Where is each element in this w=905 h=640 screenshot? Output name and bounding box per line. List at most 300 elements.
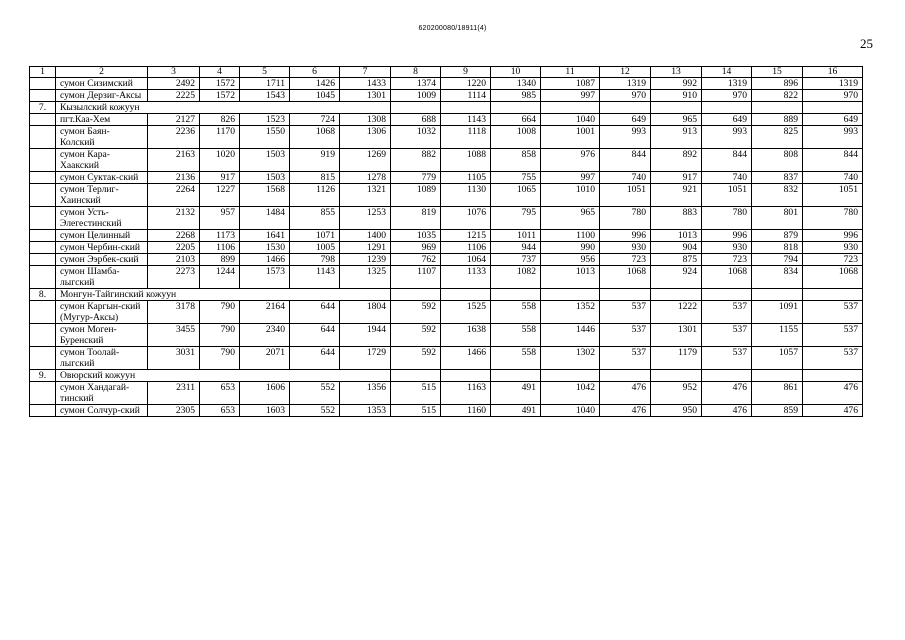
value-cell: 1606: [240, 382, 290, 405]
header-row: [30, 67, 863, 78]
page-number: 25: [860, 36, 873, 51]
value-cell: 476: [600, 405, 651, 417]
section-title: Кызылский кожуун: [56, 102, 391, 114]
value-cell: 1466: [240, 254, 290, 266]
value-cell: 1051: [702, 184, 752, 207]
settlement-name: сумон Каргын-ский (Мугур-Аксы): [56, 301, 148, 324]
value-cell: 476: [600, 382, 651, 405]
value-cell: 779: [391, 172, 441, 184]
value-cell: 1155: [752, 324, 803, 347]
value-cell: 552: [290, 382, 340, 405]
value-cell: 834: [752, 266, 803, 289]
empty-cell: [651, 102, 702, 114]
value-cell: 808: [752, 149, 803, 172]
value-cell: 1089: [391, 184, 441, 207]
value-cell: 1068: [290, 126, 340, 149]
section-number: 7.: [30, 102, 56, 114]
value-cell: 1088: [441, 149, 491, 172]
column-header: 7: [340, 67, 391, 78]
value-cell: 1106: [200, 242, 240, 254]
table-body: [30, 78, 863, 417]
value-cell: 985: [491, 90, 541, 102]
row-index: [30, 382, 56, 405]
value-cell: 2273: [148, 266, 200, 289]
value-cell: 2225: [148, 90, 200, 102]
value-cell: 476: [702, 382, 752, 405]
row-index: [30, 184, 56, 207]
value-cell: 844: [803, 149, 863, 172]
value-cell: 858: [491, 149, 541, 172]
settlement-name: сумон Чербин-ский: [56, 242, 148, 254]
value-cell: 879: [752, 230, 803, 242]
value-cell: 1944: [340, 324, 391, 347]
value-cell: 1042: [541, 382, 600, 405]
value-cell: 1009: [391, 90, 441, 102]
row-index: [30, 172, 56, 184]
empty-cell: [441, 370, 491, 382]
empty-cell: [752, 370, 803, 382]
value-cell: 1319: [803, 78, 863, 90]
value-cell: 996: [702, 230, 752, 242]
settlement-name: сумон Целинный: [56, 230, 148, 242]
value-cell: 537: [803, 324, 863, 347]
row-index: [30, 324, 56, 347]
value-cell: 1291: [340, 242, 391, 254]
value-cell: 819: [391, 207, 441, 230]
value-cell: 1035: [391, 230, 441, 242]
value-cell: 2163: [148, 149, 200, 172]
row-index: [30, 207, 56, 230]
table-row: [30, 207, 863, 230]
value-cell: 644: [290, 324, 340, 347]
row-index: [30, 78, 56, 90]
value-cell: 1179: [651, 347, 702, 370]
value-cell: 1114: [441, 90, 491, 102]
value-cell: 592: [391, 324, 441, 347]
value-cell: 2164: [240, 301, 290, 324]
value-cell: 790: [200, 301, 240, 324]
value-cell: 997: [541, 90, 600, 102]
value-cell: 883: [651, 207, 702, 230]
value-cell: 688: [391, 114, 441, 126]
column-header: 4: [200, 67, 240, 78]
value-cell: 476: [702, 405, 752, 417]
value-cell: 724: [290, 114, 340, 126]
value-cell: 1352: [541, 301, 600, 324]
value-cell: 1143: [290, 266, 340, 289]
value-cell: 996: [803, 230, 863, 242]
value-cell: 1087: [541, 78, 600, 90]
value-cell: 780: [600, 207, 651, 230]
value-cell: 801: [752, 207, 803, 230]
value-cell: 996: [600, 230, 651, 242]
value-cell: 2492: [148, 78, 200, 90]
value-cell: 896: [752, 78, 803, 90]
value-cell: 2236: [148, 126, 200, 149]
value-cell: 3455: [148, 324, 200, 347]
settlement-name: сумон Суктак-ский: [56, 172, 148, 184]
value-cell: 2305: [148, 405, 200, 417]
value-cell: 1523: [240, 114, 290, 126]
value-cell: 825: [752, 126, 803, 149]
settlement-name: сумон Ээрбек-ский: [56, 254, 148, 266]
table-row: [30, 78, 863, 90]
value-cell: 910: [651, 90, 702, 102]
column-header: 5: [240, 67, 290, 78]
value-cell: 1105: [441, 172, 491, 184]
value-cell: 1239: [340, 254, 391, 266]
table-row: [30, 114, 863, 126]
value-cell: 491: [491, 382, 541, 405]
value-cell: 1130: [441, 184, 491, 207]
value-cell: 1071: [290, 230, 340, 242]
value-cell: 537: [600, 347, 651, 370]
value-cell: 1011: [491, 230, 541, 242]
settlement-name: пгт.Каа-Хем: [56, 114, 148, 126]
empty-cell: [491, 289, 541, 301]
column-header: 12: [600, 67, 651, 78]
settlement-name: сумон Шамба-лыгский: [56, 266, 148, 289]
value-cell: 965: [651, 114, 702, 126]
row-index: [30, 126, 56, 149]
value-cell: 1568: [240, 184, 290, 207]
value-cell: 822: [752, 90, 803, 102]
section-number: 8.: [30, 289, 56, 301]
settlement-name: сумон Сизимский: [56, 78, 148, 90]
value-cell: 537: [803, 301, 863, 324]
value-cell: 992: [651, 78, 702, 90]
value-cell: 1353: [340, 405, 391, 417]
column-header: 6: [290, 67, 340, 78]
value-cell: 1325: [340, 266, 391, 289]
value-cell: 644: [290, 347, 340, 370]
value-cell: 1641: [240, 230, 290, 242]
value-cell: 1301: [651, 324, 702, 347]
value-cell: 1729: [340, 347, 391, 370]
value-cell: 2127: [148, 114, 200, 126]
value-cell: 1804: [340, 301, 391, 324]
value-cell: 1160: [441, 405, 491, 417]
value-cell: 592: [391, 347, 441, 370]
empty-cell: [491, 102, 541, 114]
value-cell: 790: [200, 324, 240, 347]
row-index: [30, 254, 56, 266]
value-cell: 1302: [541, 347, 600, 370]
value-cell: 780: [803, 207, 863, 230]
value-cell: 917: [651, 172, 702, 184]
value-cell: 740: [600, 172, 651, 184]
value-cell: 1057: [752, 347, 803, 370]
value-cell: 970: [803, 90, 863, 102]
value-cell: 1051: [600, 184, 651, 207]
value-cell: 1572: [200, 78, 240, 90]
value-cell: 1065: [491, 184, 541, 207]
value-cell: 649: [702, 114, 752, 126]
table-row: [30, 301, 863, 324]
value-cell: 997: [541, 172, 600, 184]
value-cell: 1340: [491, 78, 541, 90]
value-cell: 649: [803, 114, 863, 126]
value-cell: 1013: [651, 230, 702, 242]
value-cell: 1503: [240, 172, 290, 184]
value-cell: 1319: [702, 78, 752, 90]
row-index: [30, 114, 56, 126]
value-cell: 3178: [148, 301, 200, 324]
value-cell: 1143: [441, 114, 491, 126]
value-cell: 832: [752, 184, 803, 207]
settlement-name: сумон Тоолай-лыгский: [56, 347, 148, 370]
value-cell: 558: [491, 301, 541, 324]
value-cell: 875: [651, 254, 702, 266]
value-cell: 1227: [200, 184, 240, 207]
empty-cell: [391, 102, 441, 114]
value-cell: 899: [200, 254, 240, 266]
value-cell: 1572: [200, 90, 240, 102]
table-header: [30, 67, 863, 78]
value-cell: 2132: [148, 207, 200, 230]
value-cell: 644: [290, 301, 340, 324]
value-cell: 1550: [240, 126, 290, 149]
value-cell: 1170: [200, 126, 240, 149]
value-cell: 1306: [340, 126, 391, 149]
value-cell: 1400: [340, 230, 391, 242]
settlement-name: сумон Терлиг-Хаинский: [56, 184, 148, 207]
value-cell: 1269: [340, 149, 391, 172]
value-cell: 1173: [200, 230, 240, 242]
column-header: 9: [441, 67, 491, 78]
section-row: [30, 370, 863, 382]
value-cell: 1005: [290, 242, 340, 254]
value-cell: 1530: [240, 242, 290, 254]
empty-cell: [441, 289, 491, 301]
empty-cell: [600, 289, 651, 301]
value-cell: 1466: [441, 347, 491, 370]
value-cell: 1244: [200, 266, 240, 289]
value-cell: 2264: [148, 184, 200, 207]
value-cell: 826: [200, 114, 240, 126]
empty-cell: [752, 289, 803, 301]
empty-cell: [803, 102, 863, 114]
value-cell: 930: [600, 242, 651, 254]
column-header: 10: [491, 67, 541, 78]
value-cell: 653: [200, 382, 240, 405]
empty-cell: [391, 370, 441, 382]
value-cell: 993: [803, 126, 863, 149]
value-cell: 1068: [600, 266, 651, 289]
value-cell: 476: [803, 405, 863, 417]
empty-cell: [600, 102, 651, 114]
row-index: [30, 230, 56, 242]
row-index: [30, 405, 56, 417]
value-cell: 1638: [441, 324, 491, 347]
value-cell: 970: [702, 90, 752, 102]
value-cell: 795: [491, 207, 541, 230]
value-cell: 1222: [651, 301, 702, 324]
value-cell: 1543: [240, 90, 290, 102]
value-cell: 515: [391, 382, 441, 405]
value-cell: 1001: [541, 126, 600, 149]
value-cell: 944: [491, 242, 541, 254]
value-cell: 976: [541, 149, 600, 172]
value-cell: 919: [290, 149, 340, 172]
value-cell: 558: [491, 347, 541, 370]
table-row: [30, 149, 863, 172]
table-row: [30, 254, 863, 266]
value-cell: 1068: [803, 266, 863, 289]
value-cell: 1503: [240, 149, 290, 172]
table-row: [30, 382, 863, 405]
value-cell: 837: [752, 172, 803, 184]
row-index: [30, 90, 56, 102]
column-header: 3: [148, 67, 200, 78]
value-cell: 924: [651, 266, 702, 289]
section-row: [30, 102, 863, 114]
section-row: [30, 289, 863, 301]
value-cell: 537: [803, 347, 863, 370]
value-cell: 1010: [541, 184, 600, 207]
value-cell: 1319: [600, 78, 651, 90]
value-cell: 957: [200, 207, 240, 230]
value-cell: 653: [200, 405, 240, 417]
value-cell: 476: [803, 382, 863, 405]
value-cell: 1446: [541, 324, 600, 347]
value-cell: 859: [752, 405, 803, 417]
value-cell: 1091: [752, 301, 803, 324]
table-row: [30, 184, 863, 207]
table-row: [30, 90, 863, 102]
value-cell: 537: [702, 324, 752, 347]
value-cell: 1068: [702, 266, 752, 289]
value-cell: 844: [702, 149, 752, 172]
value-cell: 882: [391, 149, 441, 172]
value-cell: 993: [702, 126, 752, 149]
column-header: 1: [30, 67, 56, 78]
value-cell: 537: [702, 301, 752, 324]
value-cell: 592: [391, 301, 441, 324]
value-cell: 515: [391, 405, 441, 417]
empty-cell: [600, 370, 651, 382]
value-cell: 558: [491, 324, 541, 347]
empty-cell: [752, 102, 803, 114]
value-cell: 965: [541, 207, 600, 230]
value-cell: 1100: [541, 230, 600, 242]
value-cell: 1484: [240, 207, 290, 230]
value-cell: 1013: [541, 266, 600, 289]
settlement-name: сумон Кара-Хаакский: [56, 149, 148, 172]
value-cell: 1433: [340, 78, 391, 90]
value-cell: 921: [651, 184, 702, 207]
column-header: 13: [651, 67, 702, 78]
value-cell: 892: [651, 149, 702, 172]
value-cell: 552: [290, 405, 340, 417]
value-cell: 1215: [441, 230, 491, 242]
value-cell: 740: [803, 172, 863, 184]
value-cell: 2205: [148, 242, 200, 254]
value-cell: 1040: [541, 405, 600, 417]
value-cell: 1603: [240, 405, 290, 417]
value-cell: 790: [200, 347, 240, 370]
value-cell: 1253: [340, 207, 391, 230]
table-row: [30, 324, 863, 347]
empty-cell: [702, 102, 752, 114]
settlement-name: сумон Дерзиг-Аксы: [56, 90, 148, 102]
value-cell: 762: [391, 254, 441, 266]
value-cell: 649: [600, 114, 651, 126]
value-cell: 2136: [148, 172, 200, 184]
value-cell: 1040: [541, 114, 600, 126]
value-cell: 723: [600, 254, 651, 266]
value-cell: 1573: [240, 266, 290, 289]
empty-cell: [541, 102, 600, 114]
table-row: [30, 266, 863, 289]
value-cell: 1107: [391, 266, 441, 289]
value-cell: 1126: [290, 184, 340, 207]
value-cell: 952: [651, 382, 702, 405]
value-cell: 913: [651, 126, 702, 149]
settlement-name: сумон Хандагай-тинский: [56, 382, 148, 405]
row-index: [30, 242, 56, 254]
value-cell: 737: [491, 254, 541, 266]
empty-cell: [702, 370, 752, 382]
value-cell: 1076: [441, 207, 491, 230]
value-cell: 1008: [491, 126, 541, 149]
table-row: [30, 126, 863, 149]
empty-cell: [651, 289, 702, 301]
value-cell: 1426: [290, 78, 340, 90]
value-cell: 861: [752, 382, 803, 405]
document-id: 620200080/18911(4): [418, 25, 487, 32]
value-cell: 818: [752, 242, 803, 254]
settlement-name: сумон Моген-Буренский: [56, 324, 148, 347]
value-cell: 664: [491, 114, 541, 126]
value-cell: 917: [200, 172, 240, 184]
value-cell: 740: [702, 172, 752, 184]
value-cell: 1051: [803, 184, 863, 207]
value-cell: 993: [600, 126, 651, 149]
value-cell: 930: [803, 242, 863, 254]
value-cell: 1308: [340, 114, 391, 126]
value-cell: 537: [600, 324, 651, 347]
column-header: 2: [56, 67, 148, 78]
settlement-name: сумон Солчур-ский: [56, 405, 148, 417]
empty-cell: [803, 289, 863, 301]
value-cell: 930: [702, 242, 752, 254]
value-cell: 1711: [240, 78, 290, 90]
value-cell: 1082: [491, 266, 541, 289]
value-cell: 1163: [441, 382, 491, 405]
section-title: Овюрский кожуун: [56, 370, 391, 382]
settlement-name: сумон Баян-Колский: [56, 126, 148, 149]
value-cell: 780: [702, 207, 752, 230]
value-cell: 970: [600, 90, 651, 102]
value-cell: 990: [541, 242, 600, 254]
value-cell: 956: [541, 254, 600, 266]
value-cell: 794: [752, 254, 803, 266]
data-table: [29, 66, 863, 417]
value-cell: 2103: [148, 254, 200, 266]
value-cell: 815: [290, 172, 340, 184]
value-cell: 537: [702, 347, 752, 370]
value-cell: 1374: [391, 78, 441, 90]
value-cell: 1032: [391, 126, 441, 149]
row-index: [30, 149, 56, 172]
empty-cell: [702, 289, 752, 301]
value-cell: 1064: [441, 254, 491, 266]
row-index: [30, 266, 56, 289]
table-row: [30, 405, 863, 417]
value-cell: 2071: [240, 347, 290, 370]
value-cell: 723: [702, 254, 752, 266]
